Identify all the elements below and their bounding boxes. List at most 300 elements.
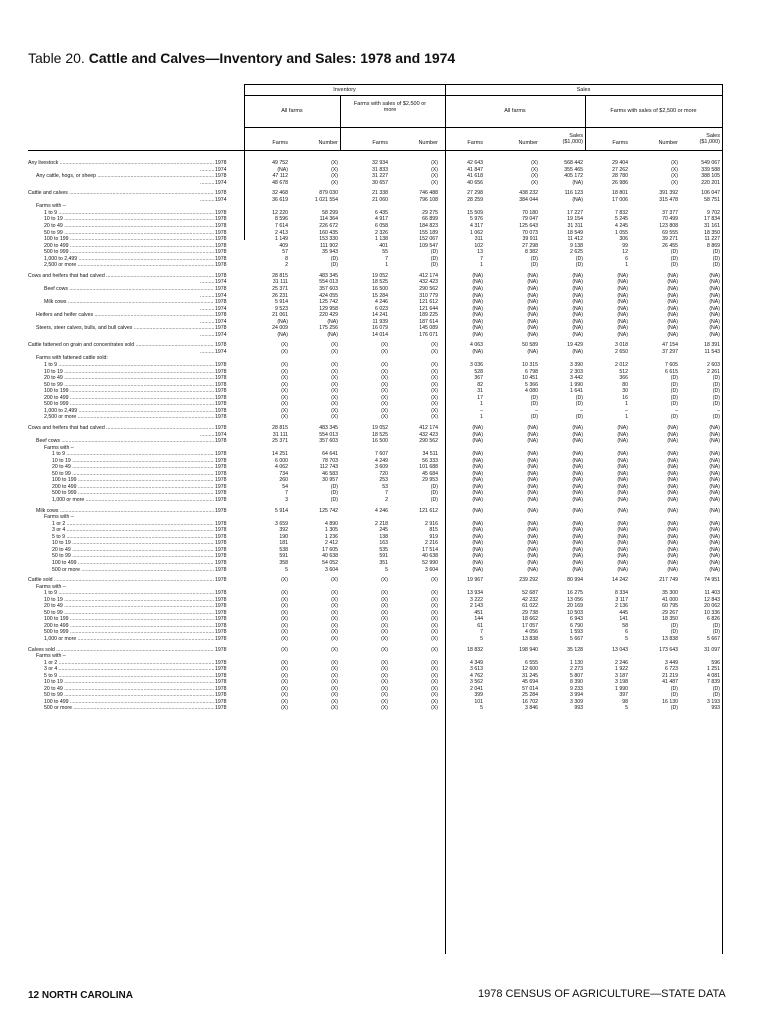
row-year: 1978 — [215, 229, 227, 236]
table-cell: (D) — [330, 255, 338, 262]
table-cell: 357 603 — [319, 438, 338, 444]
table-row — [0, 293, 770, 299]
table-cell: (D) — [712, 629, 720, 636]
table-cell: 412 174 — [419, 272, 438, 279]
row-year: 1978 — [215, 520, 227, 527]
table-cell: (NA) — [572, 497, 583, 503]
table-cell: 290 562 — [419, 438, 438, 444]
table-row — [0, 180, 770, 186]
table-cell: 42 232 — [522, 596, 538, 603]
table-cell: 21 219 — [662, 672, 678, 679]
table-cell: (X) — [331, 414, 338, 421]
table-cell: 392 — [279, 527, 288, 534]
row-year: 1978 — [215, 477, 227, 484]
table-cell: (X) — [381, 698, 388, 705]
table-row — [0, 705, 770, 711]
table-cell: 535 — [379, 546, 388, 553]
table-cell: (NA) — [527, 540, 538, 547]
table-cell: (NA) — [472, 292, 483, 299]
table-cell: 29 267 — [662, 609, 678, 616]
sales-subgroup-divider — [585, 95, 586, 150]
table-cell: 29 275 — [422, 209, 438, 216]
table-cell: (X) — [431, 666, 438, 673]
table-cell: 58 — [622, 622, 628, 629]
table-cell: 1 990 — [570, 381, 583, 388]
table-cell: 4 063 — [470, 342, 483, 349]
row-label: 1 to 9 ..... — [44, 590, 214, 596]
table-row — [0, 395, 770, 401]
table-row — [0, 458, 770, 464]
table-cell: 19 052 — [372, 272, 388, 279]
table-cell: (X) — [531, 179, 538, 186]
table-cell: 6 790 — [570, 622, 583, 629]
table-cell: (X) — [431, 622, 438, 629]
table-cell: 11 412 — [567, 236, 583, 243]
table-cell: 27 262 — [612, 166, 628, 173]
table-cell: (NA) — [277, 331, 288, 338]
table-cell: 445 — [619, 609, 628, 616]
table-cell: (X) — [431, 705, 438, 712]
table-cell: 45 684 — [422, 470, 438, 477]
table-cell: 1 — [385, 262, 388, 269]
table-cell: (X) — [381, 705, 388, 712]
row-year: 1978 — [215, 705, 227, 712]
table-cell: (X) — [431, 590, 438, 597]
table-cell: 1 130 — [570, 659, 583, 666]
table-cell: (NA) — [472, 431, 483, 438]
table-cell: 2 012 — [615, 362, 628, 368]
table-row — [0, 432, 770, 438]
table-cell: 30 957 — [322, 477, 338, 484]
table-cell: 355 465 — [564, 166, 583, 173]
table-cell: (X) — [381, 679, 388, 686]
row-label — [200, 167, 214, 173]
table-cell: 306 — [619, 236, 628, 243]
row-label: Milk cows ..... — [44, 299, 214, 305]
table-row — [0, 286, 770, 292]
table-row — [0, 547, 770, 553]
table-cell: 3 198 — [615, 679, 628, 686]
row-label: Farms with – — [44, 514, 74, 521]
table-cell: 54 052 — [322, 559, 338, 566]
table-cell: 1 055 — [615, 229, 628, 236]
row-year: 1978 — [215, 394, 227, 401]
table-cell: 596 — [711, 659, 720, 666]
table-cell: (X) — [431, 672, 438, 679]
table-cell: 7 614 — [275, 223, 288, 229]
table-row — [0, 325, 770, 331]
table-cell: 29 953 — [422, 477, 438, 484]
row-label: 20 to 49 ..... — [52, 547, 214, 553]
table-cell: 42 643 — [467, 160, 483, 166]
row-year: 1978 — [215, 414, 227, 421]
table-cell: (NA) — [667, 566, 678, 573]
table-cell: 591 — [279, 553, 288, 560]
row-year: 1974 — [215, 292, 227, 299]
table-cell: (D) — [670, 255, 678, 262]
table-cell: 14 014 — [372, 331, 388, 338]
table-cell: 2 218 — [375, 520, 388, 527]
table-cell: 125 742 — [319, 507, 338, 514]
table-cell: (NA) — [527, 559, 538, 566]
table-cell: (X) — [431, 629, 438, 636]
table-cell: (X) — [671, 173, 678, 180]
table-cell: 6 023 — [375, 305, 388, 312]
table-cell: 28 815 — [272, 272, 288, 279]
row-label: 500 or more ..... — [52, 567, 214, 573]
table-cell: 20 062 — [704, 603, 720, 610]
column-header-farms: Farms — [372, 140, 388, 146]
row-label: Any livestock ..... — [28, 160, 214, 166]
table-cell: (NA) — [527, 533, 538, 540]
table-cell: (D) — [530, 414, 538, 421]
table-cell: (D) — [670, 394, 678, 401]
table-cell: (NA) — [667, 318, 678, 325]
table-cell: 175 256 — [319, 325, 338, 332]
row-label: Steers, steer calves, bulls, and bull calves ..... — [36, 325, 214, 331]
table-cell: (D) — [575, 255, 583, 262]
row-label: Cows and heifers that had calved ..... — [28, 425, 214, 431]
row-label: 1 to 9 ..... — [44, 362, 214, 368]
row-label: 200 to 499 ..... — [52, 484, 214, 490]
table-cell: (NA) — [527, 451, 538, 458]
table-cell: 36 619 — [272, 196, 288, 203]
table-cell: 16 275 — [567, 590, 583, 597]
table-cell: 3 222 — [470, 596, 483, 603]
table-cell: (NA) — [667, 279, 678, 286]
row-year: 1974 — [215, 279, 227, 286]
table-cell: (X) — [431, 659, 438, 666]
table-row — [0, 414, 770, 420]
table-cell: 3 309 — [570, 698, 583, 705]
table-cell: (D) — [670, 249, 678, 256]
table-row — [0, 692, 770, 698]
header-sales-farms-2500: Farms with sales of $2,500 or more — [610, 108, 697, 114]
page-footer-left: 12 NORTH CAROLINA — [28, 990, 134, 1001]
table-cell: 26 231 — [272, 292, 288, 299]
table-cell: 2 273 — [570, 666, 583, 673]
table-cell: 2 326 — [375, 229, 388, 236]
table-cell: 6 000 — [275, 457, 288, 464]
table-cell: (D) — [330, 483, 338, 490]
table-cell: 1 — [480, 401, 483, 408]
table-cell: (X) — [331, 401, 338, 408]
table-cell: 5 — [625, 705, 628, 712]
table-cell: (NA) — [617, 497, 628, 503]
row-year: 1978 — [215, 603, 227, 610]
row-year: 1978 — [215, 553, 227, 560]
table-cell: (X) — [331, 685, 338, 692]
table-cell: 13 043 — [612, 646, 628, 653]
table-cell: (NA) — [527, 566, 538, 573]
table-cell: (D) — [670, 629, 678, 636]
table-cell: 98 — [622, 698, 628, 705]
table-row — [0, 216, 770, 222]
table-row — [0, 401, 770, 407]
table-row — [0, 319, 770, 325]
row-label: 10 to 19 ..... — [44, 369, 214, 375]
row-year: 1978 — [215, 483, 227, 490]
table-row — [0, 623, 770, 629]
table-cell: 112 743 — [319, 464, 338, 471]
table-cell: (X) — [281, 679, 288, 686]
table-cell: 2 — [385, 497, 388, 503]
table-cell: (D) — [712, 622, 720, 629]
table-cell: 5 — [285, 566, 288, 573]
table-cell: 220 201 — [701, 179, 720, 186]
row-label: 500 to 999 ..... — [44, 629, 214, 635]
table-cell: 45 694 — [522, 679, 538, 686]
table-cell: 160 435 — [319, 229, 338, 236]
table-cell: 3 036 — [470, 362, 483, 368]
table-cell: (NA) — [472, 272, 483, 279]
table-cell: (X) — [281, 622, 288, 629]
table-cell: (X) — [431, 603, 438, 610]
table-cell: 12 843 — [704, 596, 720, 603]
table-cell: (NA) — [572, 312, 583, 319]
table-cell: (X) — [431, 577, 438, 583]
table-cell: 7 832 — [615, 209, 628, 216]
table-cell: (X) — [281, 348, 288, 355]
table-cell: 13 — [477, 249, 483, 256]
table-cell: (NA) — [472, 325, 483, 332]
table-cell: (X) — [431, 348, 438, 355]
table-cell: (NA) — [709, 553, 720, 560]
table-cell: (D) — [712, 375, 720, 382]
table-cell: (NA) — [667, 325, 678, 332]
table-cell: (X) — [281, 407, 288, 414]
table-cell: 11 227 — [704, 236, 720, 243]
table-cell: 6 943 — [570, 616, 583, 623]
table-cell: 80 — [622, 381, 628, 388]
table-cell: 5 667 — [707, 635, 720, 642]
table-cell: (D) — [330, 262, 338, 269]
table-cell: (X) — [381, 414, 388, 421]
table-cell: 125 643 — [519, 223, 538, 229]
table-cell: (NA) — [709, 464, 720, 471]
table-cell: 2 625 — [570, 249, 583, 256]
row-year: 1974 — [215, 431, 227, 438]
table-cell: (X) — [531, 166, 538, 173]
table-cell: 24 009 — [272, 325, 288, 332]
row-year: 1974 — [215, 166, 227, 173]
table-cell: 7 — [385, 255, 388, 262]
table-cell: (X) — [281, 685, 288, 692]
table-cell: 28 815 — [272, 424, 288, 431]
table-cell: 2 041 — [470, 685, 483, 692]
table-cell: (NA) — [527, 457, 538, 464]
table-cell: (X) — [331, 381, 338, 388]
table-cell: 17 605 — [322, 546, 338, 553]
header-sales-all-farms: All farms — [504, 108, 526, 114]
table-cell: (NA) — [472, 285, 483, 292]
table-cell: (NA) — [617, 527, 628, 534]
table-row — [0, 438, 770, 444]
table-cell: (NA) — [617, 520, 628, 527]
row-label — [200, 197, 214, 203]
table-cell: (NA) — [617, 507, 628, 514]
table-cell: (NA) — [527, 424, 538, 431]
table-cell: (X) — [431, 342, 438, 349]
table-cell: (NA) — [572, 292, 583, 299]
table-cell: (NA) — [572, 520, 583, 527]
table-cell: (NA) — [709, 566, 720, 573]
table-cell: 13 056 — [567, 596, 583, 603]
table-cell: 6 723 — [665, 666, 678, 673]
table-cell: 40 656 — [467, 179, 483, 186]
table-cell: (NA) — [527, 292, 538, 299]
table-cell: (X) — [331, 603, 338, 610]
table-cell: 17 006 — [612, 196, 628, 203]
table-cell: (D) — [670, 705, 678, 712]
table-row — [0, 273, 770, 279]
table-cell: (D) — [670, 692, 678, 699]
table-cell: 14 242 — [612, 577, 628, 583]
table-cell: (D) — [712, 381, 720, 388]
table-cell: 129 958 — [319, 305, 338, 312]
table-cell: (X) — [281, 394, 288, 401]
table-row — [0, 197, 770, 203]
row-year: 1978 — [215, 424, 227, 431]
table-cell: (X) — [381, 629, 388, 636]
table-cell: (X) — [431, 394, 438, 401]
table-cell: (X) — [431, 414, 438, 421]
table-cell: (X) — [281, 368, 288, 375]
row-year: 1978 — [215, 160, 227, 166]
table-cell: (NA) — [709, 272, 720, 279]
table-cell: 2 412 — [325, 540, 338, 547]
table-row — [0, 660, 770, 666]
table-cell: 2 650 — [615, 348, 628, 355]
table-cell: 17 834 — [704, 216, 720, 223]
row-year: 1978 — [215, 190, 227, 197]
table-cell: (NA) — [709, 312, 720, 319]
table-cell: 399 — [474, 692, 483, 699]
table-cell: 6 826 — [707, 616, 720, 623]
table-cell: 8 382 — [525, 249, 538, 256]
table-cell: 8 596 — [275, 216, 288, 223]
table-cell: (X) — [381, 407, 388, 414]
row-label: 100 to 499 ..... — [44, 699, 214, 705]
table-cell: (X) — [331, 698, 338, 705]
column-header-number: Number — [418, 140, 438, 146]
table-row — [0, 699, 770, 705]
table-cell: 366 — [619, 375, 628, 382]
table-cell: (NA) — [572, 566, 583, 573]
header-level1-rule — [244, 95, 722, 96]
table-cell: 37 377 — [662, 209, 678, 216]
table-row — [0, 616, 770, 622]
row-year: 1978 — [215, 285, 227, 292]
row-label: 500 to 999 ..... — [52, 490, 214, 496]
table-cell: (NA) — [617, 470, 628, 477]
row-label: 50 to 99 ..... — [44, 692, 214, 698]
table-cell: (NA) — [667, 490, 678, 497]
table-cell: – — [480, 407, 483, 414]
table-cell: (NA) — [617, 559, 628, 566]
table-cell: 9 523 — [275, 305, 288, 312]
table-cell: (X) — [281, 342, 288, 349]
table-cell: 13 934 — [467, 590, 483, 597]
table-row — [0, 425, 770, 431]
row-label: Farms with fattened cattle sold: — [36, 355, 108, 362]
table-cell: 30 — [622, 388, 628, 395]
table-cell: 173 643 — [659, 646, 678, 653]
table-cell: 6 — [625, 255, 628, 262]
table-cell: 125 742 — [319, 299, 338, 305]
table-cell: 60 795 — [662, 603, 678, 610]
row-label: Farms with – — [36, 203, 66, 210]
table-cell: (X) — [281, 646, 288, 653]
table-cell: (NA) — [572, 457, 583, 464]
table-cell: 145 089 — [419, 325, 438, 332]
row-year: 1978 — [215, 299, 227, 305]
table-cell: 74 951 — [704, 577, 720, 583]
table-cell: (NA) — [617, 305, 628, 312]
table-cell: 28 780 — [612, 173, 628, 180]
table-cell: 21 061 — [272, 312, 288, 319]
table-cell: 10 315 — [522, 362, 538, 368]
table-cell: (X) — [331, 160, 338, 166]
table-cell: 5 914 — [275, 507, 288, 514]
row-label: 10 to 19 ..... — [52, 540, 214, 546]
row-year: 1978 — [215, 646, 227, 653]
table-cell: (X) — [671, 179, 678, 186]
table-cell: 114 364 — [319, 216, 338, 223]
table-cell: 111 902 — [320, 242, 338, 249]
row-year: 1978 — [215, 577, 227, 583]
row-year: 1978 — [215, 368, 227, 375]
table-cell: 1 — [480, 414, 483, 421]
table-cell: 10 503 — [567, 609, 583, 616]
table-row — [0, 647, 770, 653]
table-cell: 29 738 — [522, 609, 538, 616]
table-cell: (NA) — [472, 451, 483, 458]
table-row — [0, 362, 770, 368]
table-cell: (X) — [431, 362, 438, 368]
table-cell: (X) — [331, 616, 338, 623]
table-cell: 3 442 — [570, 375, 583, 382]
table-cell: (NA) — [709, 540, 720, 547]
table-cell: (X) — [331, 368, 338, 375]
table-row — [0, 673, 770, 679]
table-cell: 8 390 — [570, 679, 583, 686]
table-cell: 101 — [474, 698, 483, 705]
table-cell: – — [580, 407, 583, 414]
table-cell: 19 429 — [567, 342, 583, 349]
table-cell: (X) — [281, 596, 288, 603]
table-cell: (NA) — [617, 477, 628, 484]
row-year: 1978 — [215, 679, 227, 686]
header-inv-farms-2500: Farms with sales of $2,500 or more — [353, 101, 427, 113]
row-label: 1 or 2 ..... — [52, 521, 214, 527]
table-cell: 28 259 — [467, 196, 483, 203]
table-cell: (NA) — [709, 285, 720, 292]
table-cell: (NA) — [572, 546, 583, 553]
row-label: Farms with – — [44, 444, 74, 451]
table-cell: (NA) — [527, 348, 538, 355]
table-cell: (D) — [712, 692, 720, 699]
table-cell: 31 833 — [372, 166, 388, 173]
table-cell: (X) — [281, 577, 288, 583]
table-cell: (X) — [431, 173, 438, 180]
table-cell: 1 021 554 — [314, 196, 338, 203]
table-cell: (D) — [575, 401, 583, 408]
table-cell: 3 846 — [525, 705, 538, 712]
table-row — [0, 567, 770, 573]
table-cell: 424 055 — [319, 292, 338, 299]
table-cell: 58 751 — [704, 196, 720, 203]
